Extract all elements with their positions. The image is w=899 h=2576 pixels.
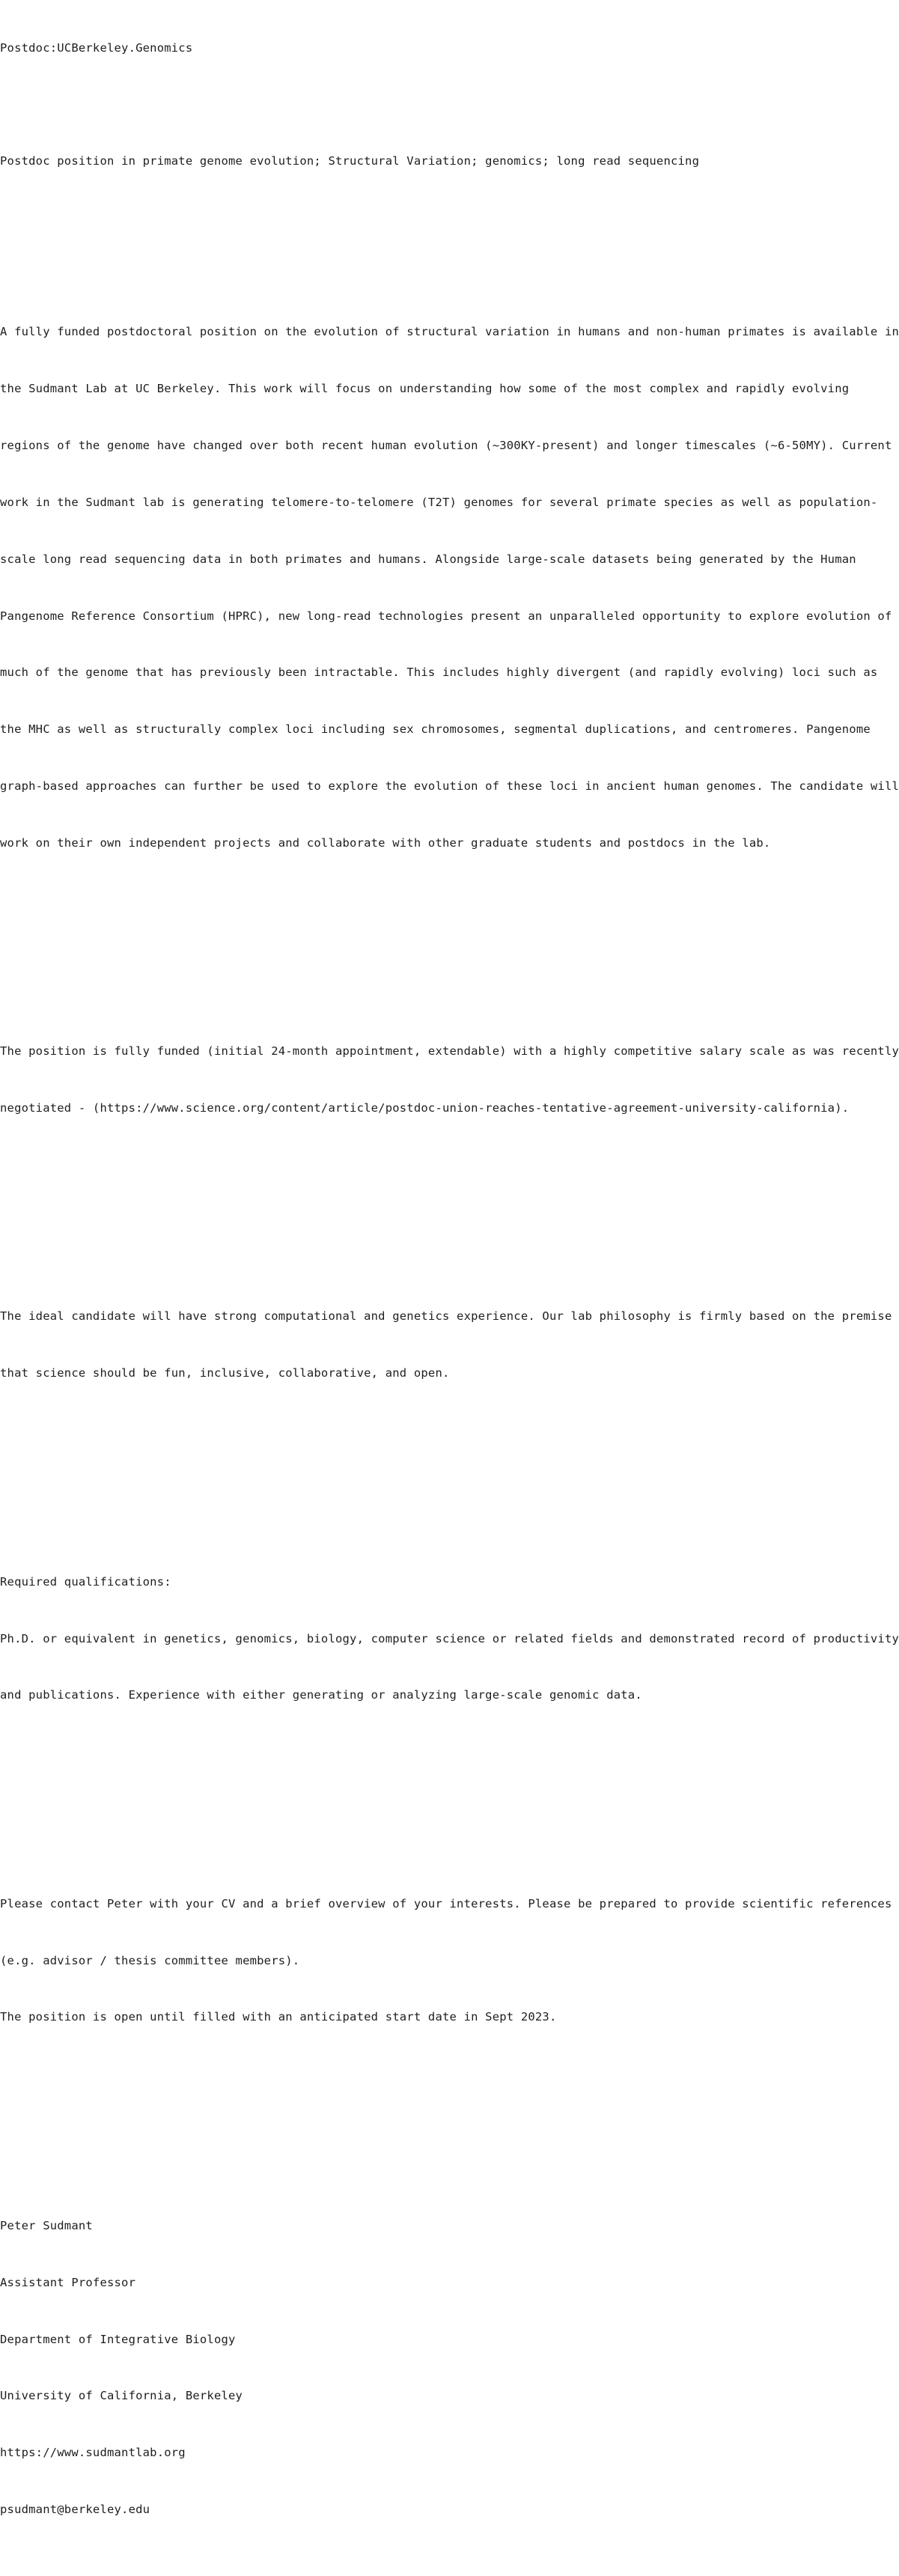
subject-line: Postdoc:UCBerkeley.Genomics [0,40,193,55]
spacer [0,1194,898,1213]
signature-block [0,2178,898,2557]
text-line: (e.g. advisor / thesis committee members). [0,1953,300,1967]
start-date-line: The position is open until filled with an anticipated start date in Sept 2023. [0,2010,557,2024]
description-paragraph [0,284,898,891]
signature-department: Department of Integrative Biology [0,2332,236,2346]
spacer [0,1459,898,1478]
text-line: regions of the genome have changed over both recent human evolution (~300KY-present) and longer timescales (~6-50MY). Current [0,438,892,452]
spacer [0,2103,898,2122]
text-line: the Sudmant Lab at UC Berkeley. This work will focus on understanding how some of the most complex and rapidly evolving [0,381,850,395]
contact-paragraph [0,1857,898,2065]
text-line: The position is fully funded (initial 24-month appointment, extendable) with a highly competitive salary scale as was recently [0,1044,899,1059]
text-line: negotiated - (https://www.science.org/content/article/postdoc-union-reaches-tentative-agreement-university-california). [0,1101,850,1115]
qualifications-section [0,1535,898,1743]
text-line: Pangenome Reference Consortium (HPRC), new long-read technologies present an unparalleled opportunity to explore evolution of [0,609,892,623]
spacer [0,1781,898,1800]
text-line: scale long read sequencing data in both primates and humans. Alongside large-scale datasets being generated by the Human [0,552,856,566]
posting-title: Postdoc position in primate genome evolution; Structural Variation; genomics; long read sequencing [0,154,700,168]
spacer [0,95,898,114]
signature-university: University of California, Berkeley [0,2389,243,2403]
signature-website: https://www.sudmantlab.org [0,2446,186,2460]
spacer [0,209,898,228]
signature-name: Peter Sudmant [0,2218,93,2232]
signature-role: Assistant Professor [0,2275,136,2289]
candidate-paragraph [0,1270,898,1421]
text-line: work on their own independent projects and collaborate with other graduate students and postdocs in the lab. [0,836,771,850]
text-line: Please contact Peter with your CV and a brief overview of your interests. Please be prepared to provide scientific references [0,1896,892,1910]
text-line: The ideal candidate will have strong computational and genetics experience. Our lab philosophy is firmly based on the premise [0,1309,892,1324]
text-line: work in the Sudmant lab is generating telomere-to-telomere (T2T) genomes for several primate species as well as population- [0,495,878,509]
text-line: Ph.D. or equivalent in genetics, genomics, biology, computer science or related fields and demonstrated record of productivity [0,1631,899,1645]
text-line: the MHC as well as structurally complex loci including sex chromosomes, segmental duplications, and centromeres. Pangenome [0,722,871,737]
text-line: that science should be fun, inclusive, collaborative, and open. [0,1366,450,1380]
text-line: much of the genome that has previously been intractable. This includes highly divergent (and rapidly evolving) loci such as [0,666,878,680]
signature-email: psudmant@berkeley.edu [0,2503,150,2517]
text-line: A fully funded postdoctoral position on the evolution of structural variation in humans and non-human primates is available in [0,325,899,339]
text-line: graph-based approaches can further be used to explore the evolution of these loci in ancient human genomes. The candidate will [0,779,899,794]
text-line: and publications. Experience with either generating or analyzing large-scale genomic data. [0,1688,642,1702]
spacer [0,929,898,948]
funding-paragraph [0,1005,898,1156]
qualifications-heading: Required qualifications: [0,1574,171,1589]
